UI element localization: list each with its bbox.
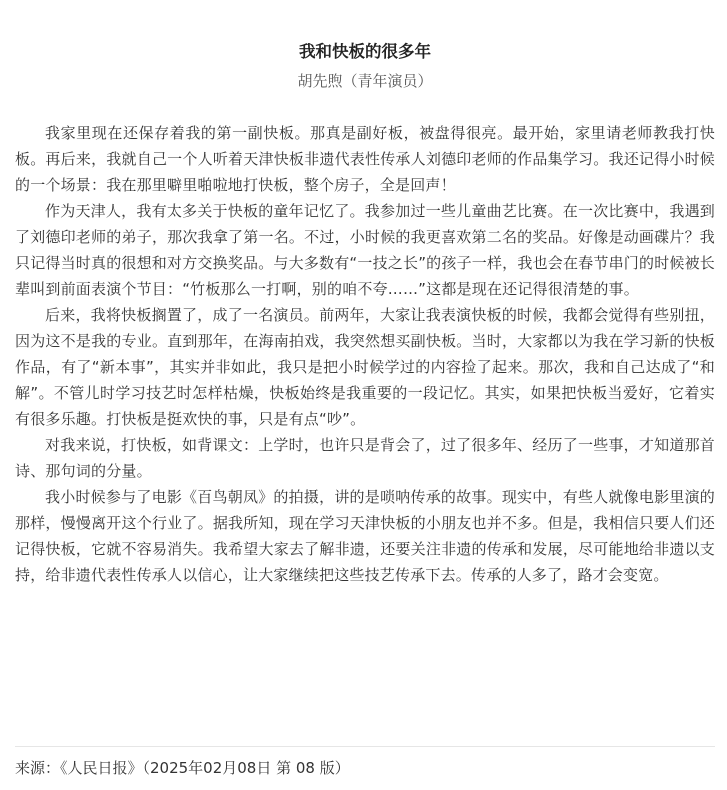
paragraph: 我小时候参与了电影《百鸟朝凤》的拍摄，讲的是唢呐传承的故事。现实中，有些人就像电影里演的那样，慢慢离开这个行业了。据我所知，现在学习天津快板的小朋友也并不多。但是，我相信只要人们还记得快板，它就不容易消失。我希望大家去了解非遗，还要关注非遗的传承和发展，尽可能地给非遗以支持，给非遗代表性传承人以信心，让大家继续把这些技艺传承下去。传承的人多了，路才会变宽。	[15, 488, 715, 584]
footer-divider	[15, 746, 715, 747]
paragraph: 对我来说，打快板，如背课文：上学时，也许只是背会了，过了很多年、经历了一些事，才知道那首诗、那句词的分量。	[15, 436, 715, 480]
article-author: 胡先煦（青年演员）	[297, 72, 433, 90]
paragraph: 作为天津人，我有太多关于快板的童年记忆了。我参加过一些儿童曲艺比赛。在一次比赛中，我遇到了刘德印老师的弟子，那次我拿了第一名。不过，小时候的我更喜欢第二名的奖品。好像是动画碟片？我只记得当时真的很想和对方交换奖品。与大多数有“一技之长”的孩子一样，我也会在春节串门的时候被长辈叫到前面表演个节目：“竹板那么一打啊，别的咱不夸……”这都是现在还记得很清楚的事。	[15, 202, 715, 298]
paragraph: 后来，我将快板搁置了，成了一名演员。前两年，大家让我表演快板的时候，我都会觉得有些别扭，因为这不是我的专业。直到那年，在海南拍戏，我突然想买副快板。当时，大家都以为我在学习新的快板作品，有了“新本事”，其实并非如此，我只是把小时候学过的内容捡了起来。那次，我和自己达成了“和解”。不管儿时学习技艺时怎样枯燥，快板始终是我重要的一段记忆。其实，如果把快板当爱好，它着实有很多乐趣。打快板是挺欢快的事，只是有点“吵”。	[15, 306, 715, 428]
source-line: 来源：《人民日报》（2025年02月08日 第 08 版）	[15, 759, 350, 777]
article-body	[15, 120, 715, 588]
article-title: 我和快板的很多年	[299, 42, 431, 61]
article	[15, 0, 715, 588]
paragraph: 我家里现在还保存着我的第一副快板。那真是副好板，被盘得很亮。最开始，家里请老师教我打快板。再后来，我就自己一个人听着天津快板非遗代表性传承人刘德印老师的作品集学习。我还记得小时候的一个场景：我在那里噼里啪啦地打快板，整个房子，全是回声！	[15, 124, 715, 194]
